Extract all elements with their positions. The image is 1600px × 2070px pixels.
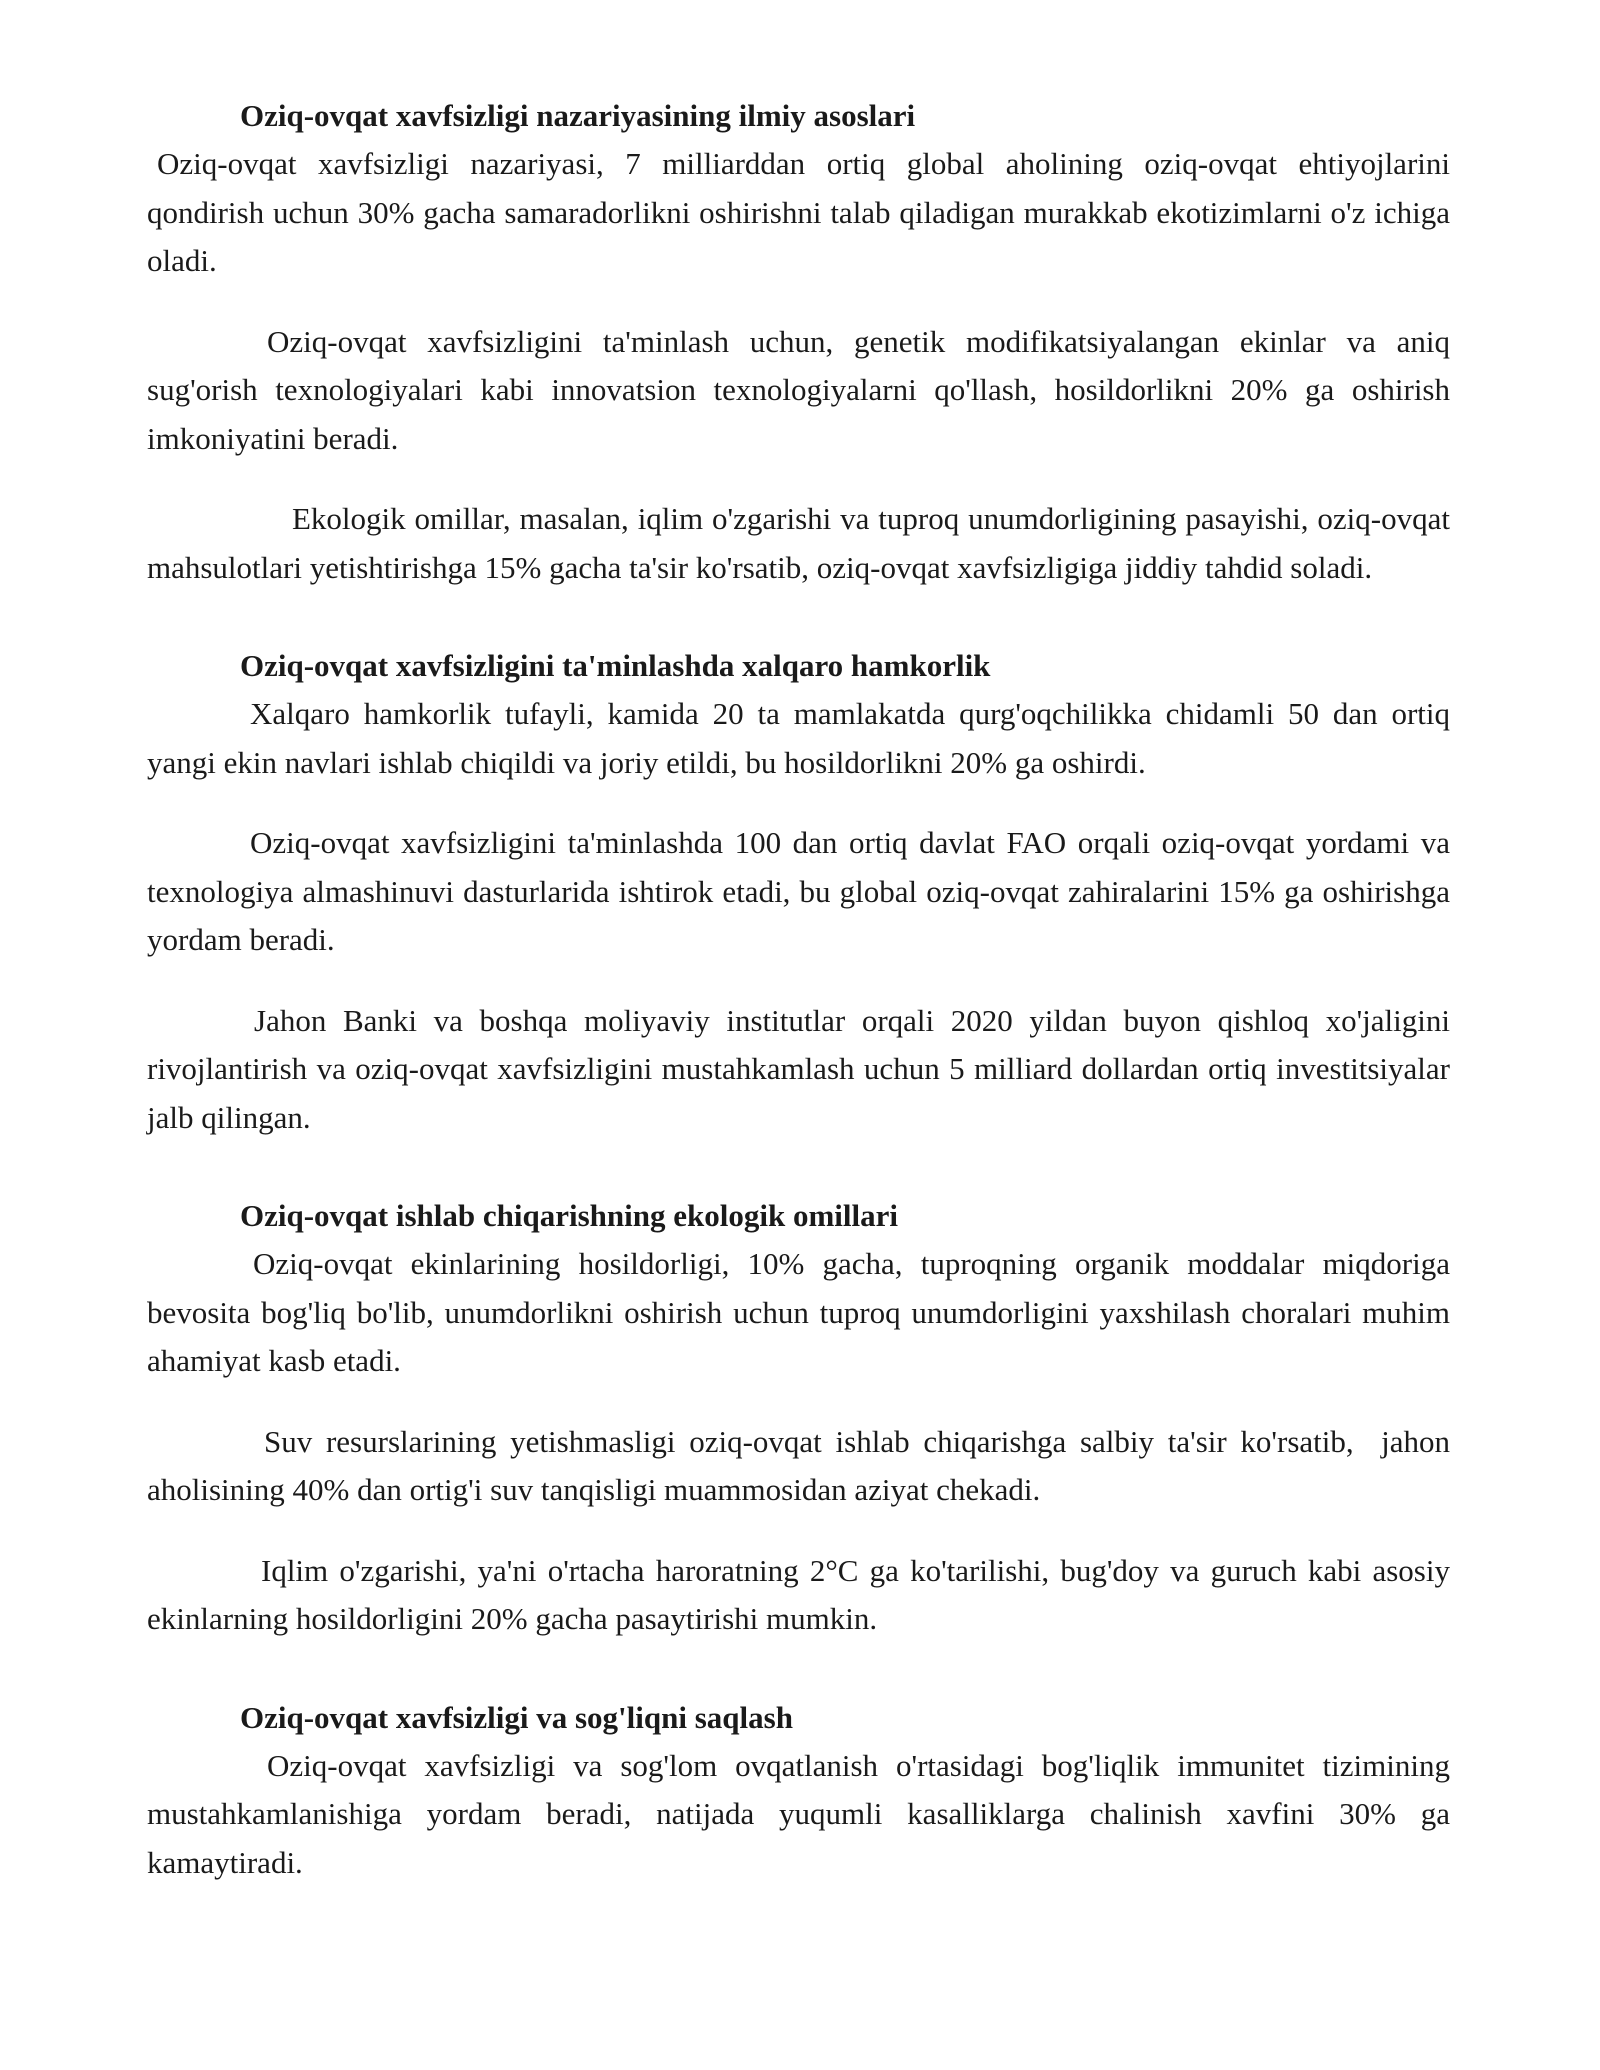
paragraph: Oziq-ovqat ekinlarining hosildorligi, 10% gacha, tuproqning organik moddalar miqdoriga bevosita bog'liq bo'lib, unumdorlikni oshirish uchun tuproq unumdorligini yaxshilash choralari muhim ahamiyat kasb etadi.	[147, 1246, 1450, 1378]
document-page	[147, 92, 1458, 1937]
section-heading: Oziq-ovqat ishlab chiqarishning ekologik omillari	[240, 1198, 899, 1233]
paragraph: Oziq-ovqat xavfsizligi va sog'lom ovqatlanish o'rtasidagi bog'liqlik immunitet tizimining mustahkamlanishiga yordam beradi, natijada yuqumli kasalliklarga chalinish xavfini 30% ga kamaytiradi.	[147, 1747, 1450, 1880]
paragraph: Jahon Banki va boshqa moliyaviy institutlar orqali 2020 yildan buyon qishloq xo'jaligini rivojlantirish va oziq-ovqat xavfsizligini mustahkamlash uchun 5 milliard dollardan ortiq investitsiyalar jalb qilingan.	[147, 1002, 1450, 1135]
paragraph: Ekologik omillar, masalan, iqlim o'zgarishi va tuproq unumdorligining pasayishi, oziq-ovqat mahsulotlari yetishtirishga 15% gacha ta'sir ko'rsatib, oziq-ovqat xavfsizligiga jiddiy tahdid soladi.	[147, 501, 1450, 585]
section-heading: Oziq-ovqat xavfsizligi va sog'liqni saqlash	[240, 1699, 793, 1735]
section-scientific-foundations	[147, 92, 1450, 592]
paragraph: Oziq-ovqat xavfsizligi nazariyasi, 7 milliarddan ortiq global aholining oziq-ovqat ehtiyojlarini qondirish uchun 30% gacha samaradorlikni oshirishni talab qiladigan murakkab ekotizimlarni o'z ichiga oladi.	[147, 146, 1450, 278]
section-international-cooperation	[147, 642, 1450, 1142]
paragraph: Xalqaro hamkorlik tufayli, kamida 20 ta mamlakatda qurg'oqchilikka chidamli 50 dan ortiq yangi ekin navlari ishlab chiqildi va joriy etildi, bu hosildorlikni 20% ga oshirdi.	[147, 696, 1450, 780]
paragraph: Oziq-ovqat xavfsizligini ta'minlash uchun, genetik modifikatsiyalangan ekinlar va aniq sug'orish texnologiyalari kabi innovatsion texnologiyalarni qo'llash, hosildorlikni 20% ga oshirish imkoniyatini beradi.	[147, 323, 1450, 456]
section-heading: Oziq-ovqat xavfsizligi nazariyasining ilmiy asoslari	[240, 98, 916, 133]
paragraph: Suv resurslarining yetishmasligi oziq-ovqat ishlab chiqarishga salbiy ta'sir ko'rsatib, jahon aholisining 40% dan ortig'i suv tanqisligi muammosidan aziyat chekadi.	[147, 1423, 1458, 1507]
paragraph: Iqlim o'zgarishi, ya'ni o'rtacha haroratning 2°C ga ko'tarilishi, bug'doy va guruch kabi asosiy ekinlarning hosildorligini 20% gacha pasaytirishi mumkin.	[147, 1552, 1450, 1636]
section-ecological-factors	[147, 1192, 1458, 1644]
section-food-security-health	[147, 1694, 1450, 1888]
section-heading: Oziq-ovqat xavfsizligini ta'minlashda xalqaro hamkorlik	[240, 648, 991, 683]
paragraph: Oziq-ovqat xavfsizligini ta'minlashda 100 dan ortiq davlat FAO orqali oziq-ovqat yordami va texnologiya almashinuvi dasturlarida ishtirok etadi, bu global oziq-ovqat zahiralarini 15% ga oshirishga yordam beradi.	[147, 825, 1450, 957]
